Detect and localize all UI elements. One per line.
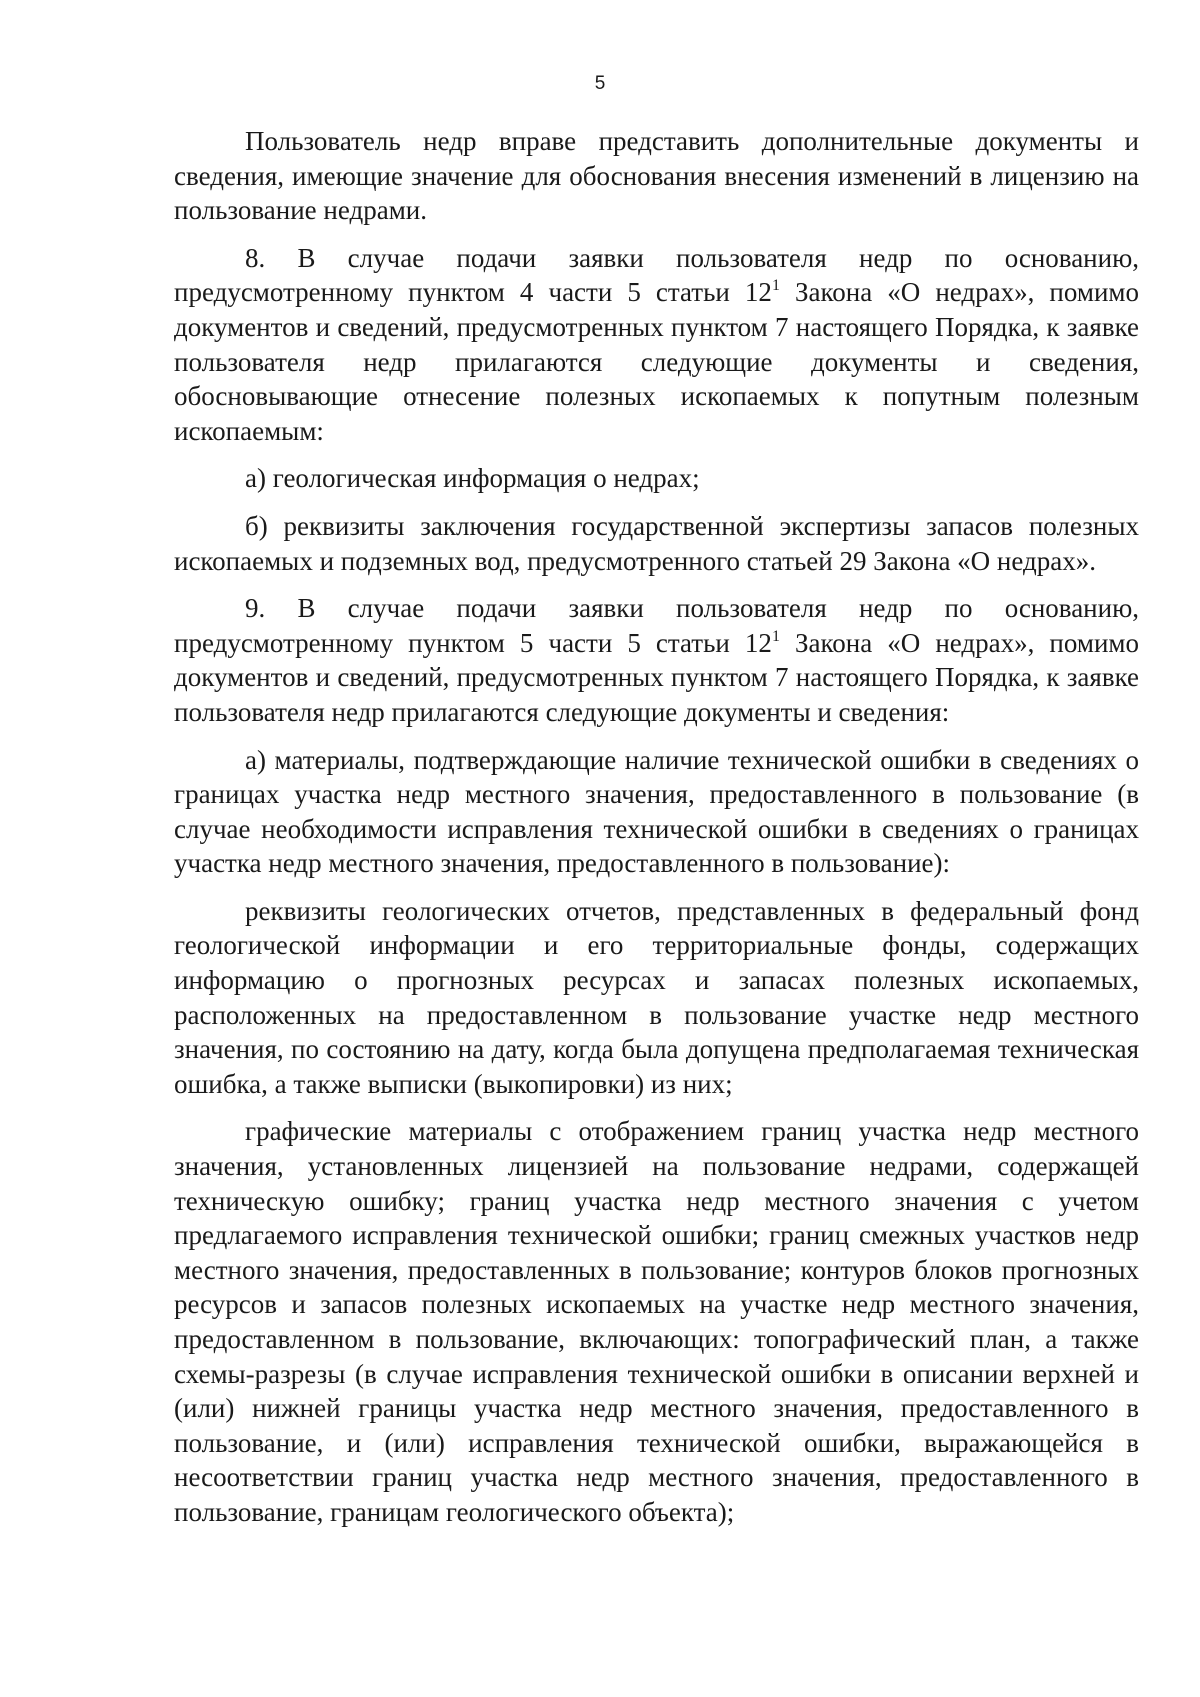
- paragraph-text: 9. В случае подачи заявки пользователя недр по основанию, предусмотренному пунктом 5 части 5 статьи 12: [174, 593, 1139, 658]
- paragraph-text: реквизиты геологических отчетов, представленных в федеральный фонд геологической информации и его территориальные фонды, содержащих информацию о прогнозных ресурсах и запасах полезных ископаемых, расположенных на предоставленном в пользование участке недр местного значения, по состоянию на дату, когда была допущена предполагаемая техническая ошибка, а также выписки (выкопировки) из них;: [174, 895, 1139, 1099]
- paragraph-text-continued: Закона «О недрах», помимо документов и сведений, предусмотренных пунктом 7 настоящего Порядка, к заявке пользователя недр прилагаются следующие документы и сведения:: [174, 627, 1139, 727]
- paragraph-text: б) реквизиты заключения государственной экспертизы запасов полезных ископаемых и подземных вод, предусмотренного статьей 29 Закона «О недрах».: [174, 510, 1139, 576]
- paragraph-item-9: [174, 591, 1139, 729]
- paragraph-text: а) геологическая информация о недрах;: [245, 463, 700, 494]
- paragraph-item-8: [174, 241, 1139, 449]
- superscript: 1: [771, 277, 780, 295]
- document-body: [174, 124, 1139, 1543]
- paragraph-item-8a: [174, 461, 1139, 496]
- paragraph-text-continued: Закона «О недрах», помимо документов и сведений, предусмотренных пунктом 7 настоящего Порядка, к заявке пользователя недр прилагаются следующие документы и сведения, обосновывающие отнесение полезных ископаемых к попутным полезным ископаемым:: [174, 277, 1139, 446]
- paragraph-item-9a-graphic-materials: [174, 1114, 1139, 1529]
- paragraph-item-9a-geological-reports: [174, 894, 1139, 1102]
- paragraph-text: Пользователь недр вправе представить дополнительные документы и сведения, имеющие значение для обоснования внесения изменений в лицензию на пользование недрами.: [174, 126, 1139, 226]
- paragraph-item-8b: [174, 509, 1139, 578]
- paragraph-user-right: [174, 124, 1139, 228]
- superscript: 1: [771, 627, 780, 645]
- paragraph-item-9a: [174, 743, 1139, 881]
- paragraph-text: графические материалы с отображением границ участка недр местного значения, установленных лицензией на пользование недрами, содержащей техническую ошибку; границ участка недр местного значения с учетом предлагаемого исправления технической ошибки; границ смежных участков недр местного значения, предоставленных в пользование; контуров блоков прогнозных ресурсов и запасов полезных ископаемых на участке недр местного значения, предоставленном в пользование, включающих: топографический план, а также схемы-разрезы (в случае исправления технической ошибки в описании верхней и (или) нижней границы участка недр местного значения, предоставленного в пользование, и (или) исправления технической ошибки, выражающейся в несоответствии границ участка недр местного значения, предоставленного в пользование, границам геологического объекта);: [174, 1116, 1139, 1527]
- paragraph-text: а) материалы, подтверждающие наличие технической ошибки в сведениях о границах участка недр местного значения, предоставленного в пользование (в случае необходимости исправления технической ошибки в сведениях о границах участка недр местного значения, предоставленного в пользование):: [174, 744, 1139, 879]
- page-number: 5: [594, 73, 606, 94]
- paragraph-text: 8. В случае подачи заявки пользователя недр по основанию, предусмотренному пунктом 4 части 5 статьи 12: [174, 242, 1139, 308]
